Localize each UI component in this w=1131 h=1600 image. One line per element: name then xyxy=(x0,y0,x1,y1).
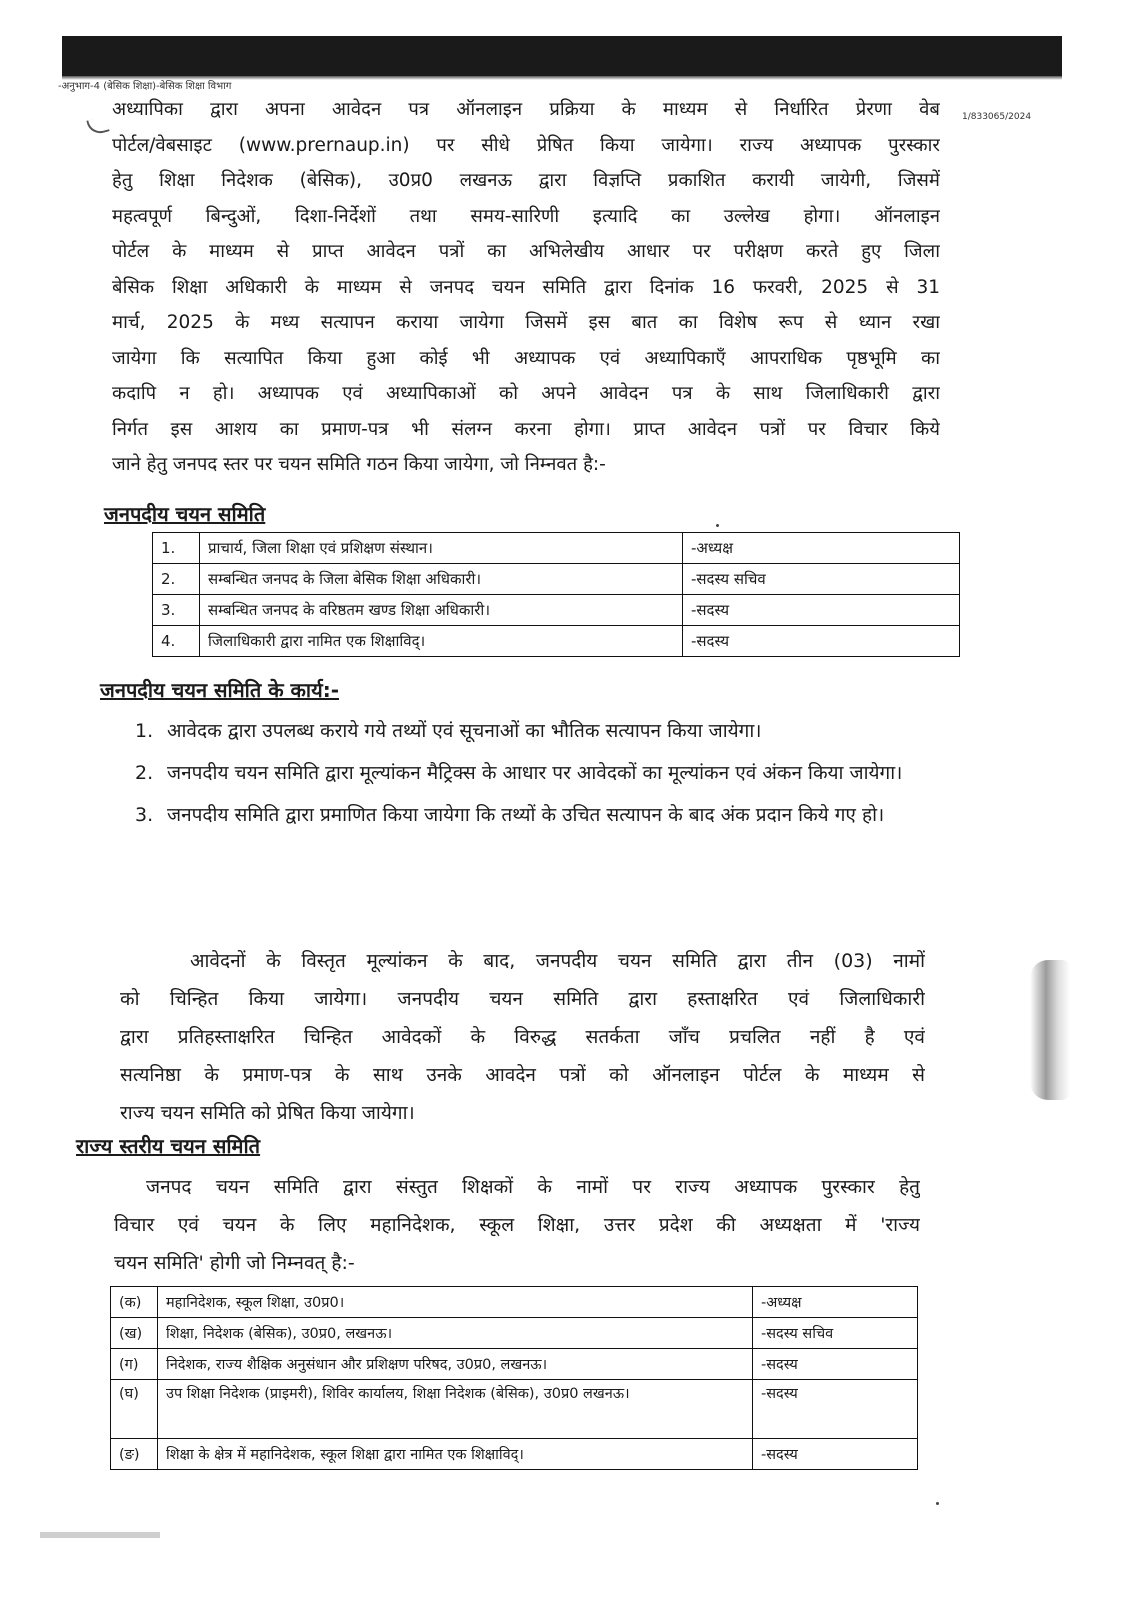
text-line: द्वारा प्रतिहस्ताक्षरित चिन्हित आवेदकों के विरुद्ध सतर्कता जाँच प्रचलित नहीं है एवं xyxy=(120,1026,925,1048)
district-functions-list xyxy=(135,712,925,838)
evaluation-paragraph xyxy=(120,942,925,1132)
role-cell: -अध्यक्ष xyxy=(683,533,960,564)
table-row xyxy=(153,595,960,626)
table-row xyxy=(153,626,960,657)
text-line: विचार एवं चयन के लिए महानिदेशक, स्कूल शिक्षा, उत्तर प्रदेश की अध्यक्षता में 'राज्य xyxy=(114,1214,920,1236)
text-line: को चिन्हित किया जायेगा। जनपदीय चयन समिति द्वारा हस्ताक्षरित एवं जिलाधिकारी xyxy=(120,988,925,1010)
item-text: आवेदक द्वारा उपलब्ध कराये गये तथ्यों एवं सूचनाओं का भौतिक सत्यापन किया जायेगा। xyxy=(167,720,762,742)
text-line: जनपद चयन समिति द्वारा संस्तुत शिक्षकों के नामों पर राज्य अध्यापक पुरस्कार हेतु xyxy=(146,1176,920,1198)
list-item xyxy=(135,712,925,750)
text-line: कदापि न हो। अध्यापक एवं अध्यापिकाओं को अपने आवेदन पत्र के साथ जिलाधिकारी द्वारा xyxy=(112,383,940,404)
text-line: राज्य चयन समिति को प्रेषित किया जायेगा। xyxy=(120,1102,415,1124)
state-committee-table xyxy=(110,1286,918,1470)
document-number: 1/833065/2024 xyxy=(962,112,1032,122)
text-line: मार्च, 2025 के मध्य सत्यापन कराया जायेगा जिसमें इस बात का विशेष रूप से ध्यान रखा xyxy=(112,312,940,333)
role-cell: -सदस्य सचिव xyxy=(753,1318,918,1349)
text-line: बेसिक शिक्षा अधिकारी के माध्यम से जनपद चयन समिति द्वारा दिनांक 16 फरवरी, 2025 से 31 xyxy=(112,276,940,298)
row-number: 4. xyxy=(153,626,200,657)
role-cell: -सदस्य xyxy=(683,626,960,657)
intro-paragraph xyxy=(112,92,940,483)
text-line: आवेदनों के विस्तृत मूल्यांकन के बाद, जनपदीय चयन समिति द्वारा तीन (03) नामों xyxy=(190,950,925,972)
text-line: चयन समिति' होगी जो निम्नवत् है:- xyxy=(114,1252,355,1274)
section-header: -अनुभाग-4 (बेसिक शिक्षा)-बेसिक शिक्षा विभाग xyxy=(58,81,232,92)
row-number: (ग) xyxy=(111,1349,158,1380)
role-cell: -सदस्य xyxy=(753,1380,918,1439)
table-row xyxy=(111,1318,918,1349)
member-cell: सम्बन्धित जनपद के वरिष्ठतम खण्ड शिक्षा अधिकारी। xyxy=(200,595,683,626)
member-cell: जिलाधिकारी द्वारा नामित एक शिक्षाविद्। xyxy=(200,626,683,657)
state-committee-heading: राज्य स्तरीय चयन समिति xyxy=(76,1134,261,1158)
row-number: 2. xyxy=(153,564,200,595)
role-cell: -सदस्य xyxy=(683,595,960,626)
table-row xyxy=(111,1349,918,1380)
scan-bottom-mark xyxy=(40,1532,160,1538)
district-functions-heading: जनपदीय चयन समिति के कार्य:- xyxy=(100,678,339,702)
text-line: हेतु शिक्षा निदेशक (बेसिक), उ0प्र0 लखनऊ द्वारा विज्ञप्ति प्रकाशित करायी जायेगी, जिसमें xyxy=(112,170,940,191)
speck xyxy=(716,524,719,527)
item-text: जनपदीय चयन समिति द्वारा मूल्यांकन मैट्रिक्स के आधार पर आवेदकों का मूल्यांकन एवं अंकन किया जायेगा। xyxy=(167,762,903,784)
item-text: जनपदीय समिति द्वारा प्रमाणित किया जायेगा कि तथ्यों के उचित सत्यापन के बाद अंक प्रदान किये गए हो। xyxy=(167,804,885,826)
text-line: पोर्टल/वेबसाइट (www.prernaup.in) पर सीधे प्रेषित किया जायेगा। राज्य अध्यापक पुरस्कार xyxy=(112,134,940,156)
text-line: जाने हेतु जनपद स्तर पर चयन समिति गठन किया जायेगा, जो निम्नवत है:- xyxy=(112,454,606,475)
district-committee-heading: जनपदीय चयन समिति xyxy=(104,502,266,526)
scan-top-shadow xyxy=(62,36,1062,76)
member-cell: प्राचार्य, जिला शिक्षा एवं प्रशिक्षण संस्थान। xyxy=(200,533,683,564)
role-cell: -सदस्य xyxy=(753,1439,918,1470)
text-line: सत्यनिष्ठा के प्रमाण-पत्र के साथ उनके आवदेन पत्रों को ऑनलाइन पोर्टल के माध्यम से xyxy=(120,1064,925,1086)
row-number: 3. xyxy=(153,595,200,626)
item-number: 2. xyxy=(135,762,154,784)
text-line: निर्गत इस आशय का प्रमाण-पत्र भी संलग्न करना होगा। प्राप्त आवेदन पत्रों पर विचार किये xyxy=(112,418,940,440)
row-number: (घ) xyxy=(111,1380,158,1439)
table-row xyxy=(111,1380,918,1439)
row-number: (ख) xyxy=(111,1318,158,1349)
text-line: अध्यापिका द्वारा अपना आवेदन पत्र ऑनलाइन प्रक्रिया के माध्यम से निर्धारित प्रेरणा वेब xyxy=(112,99,940,120)
member-cell: निदेशक, राज्य शैक्षिक अनुसंधान और प्रशिक्षण परिषद, उ0प्र0, लखनऊ। xyxy=(158,1349,753,1380)
role-cell: -अध्यक्ष xyxy=(753,1287,918,1318)
member-cell: महानिदेशक, स्कूल शिक्षा, उ0प्र0। xyxy=(158,1287,753,1318)
list-item xyxy=(135,796,925,834)
table-row xyxy=(153,533,960,564)
table-row xyxy=(111,1439,918,1470)
role-cell: -सदस्य सचिव xyxy=(683,564,960,595)
scan-side-shadow xyxy=(1030,960,1070,1100)
member-cell: उप शिक्षा निदेशक (प्राइमरी), शिविर कार्यालय, शिक्षा निदेशक (बेसिक), उ0प्र0 लखनऊ। xyxy=(158,1380,753,1439)
district-committee-table xyxy=(152,532,960,657)
item-number: 3. xyxy=(135,804,154,826)
text-line: महत्वपूर्ण बिन्दुओं, दिशा-निर्देशों तथा समय-सारिणी इत्यादि का उल्लेख होगा। ऑनलाइन xyxy=(112,205,940,227)
table-row xyxy=(111,1287,918,1318)
table-row xyxy=(153,564,960,595)
item-number: 1. xyxy=(135,720,154,742)
text-line: जायेगा कि सत्यापित किया हुआ कोई भी अध्यापक एवं अध्यापिकाएँ आपराधिक पृष्ठभूमि का xyxy=(112,347,940,369)
member-cell: सम्बन्धित जनपद के जिला बेसिक शिक्षा अधिकारी। xyxy=(200,564,683,595)
list-item xyxy=(135,754,925,792)
text-line: पोर्टल के माध्यम से प्राप्त आवेदन पत्रों का अभिलेखीय आधार पर परीक्षण करते हुए जिला xyxy=(112,241,940,262)
role-cell: -सदस्य xyxy=(753,1349,918,1380)
row-number: (ङ) xyxy=(111,1439,158,1470)
state-committee-intro xyxy=(114,1168,920,1282)
row-number: (क) xyxy=(111,1287,158,1318)
row-number: 1. xyxy=(153,533,200,564)
punch-hole-mark xyxy=(86,116,109,137)
speck xyxy=(936,1502,939,1505)
member-cell: शिक्षा के क्षेत्र में महानिदेशक, स्कूल शिक्षा द्वारा नामित एक शिक्षाविद्। xyxy=(158,1439,753,1470)
member-cell: शिक्षा, निदेशक (बेसिक), उ0प्र0, लखनऊ। xyxy=(158,1318,753,1349)
